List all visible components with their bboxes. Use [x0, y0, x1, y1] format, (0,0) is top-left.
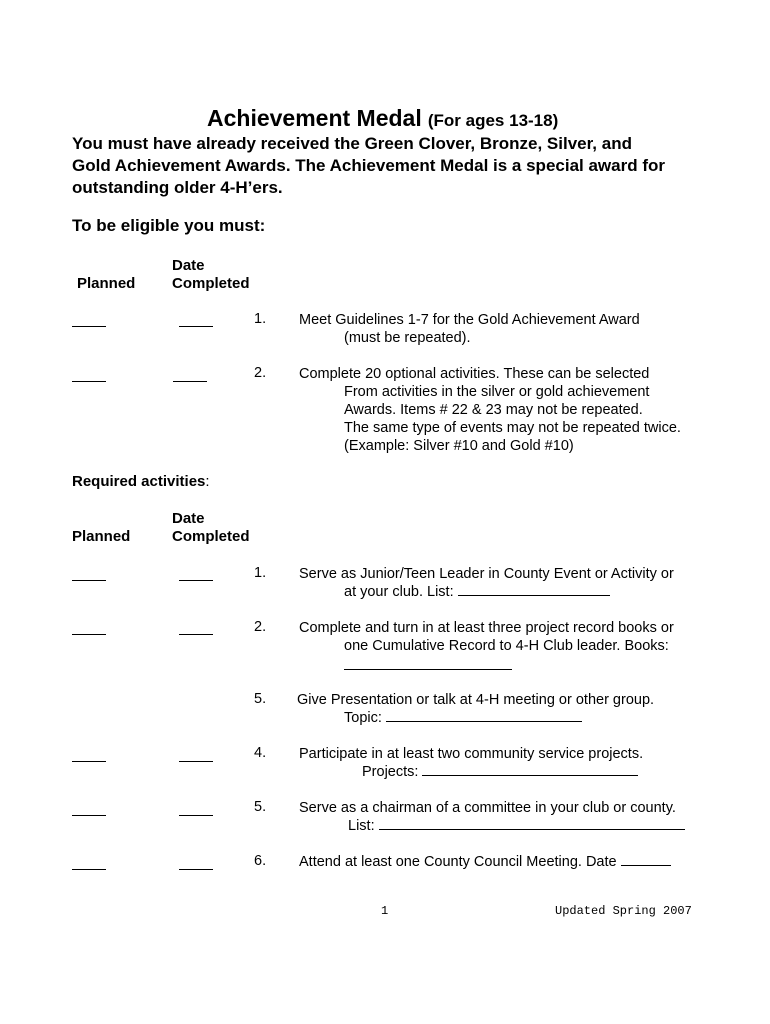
item-number: 1.	[254, 565, 267, 581]
item-text-label: Attend at least one County Council Meeting. Date	[299, 854, 617, 870]
page-number: 1	[381, 904, 389, 918]
item-text: Awards. Items # 22 & 23 may not be repeated.	[344, 402, 643, 418]
planned-header: Planned	[72, 528, 131, 545]
intro-line: You must have already received the Green Clover, Bronze, Silver, and	[72, 134, 632, 153]
item-text	[362, 763, 638, 781]
planned-blank[interactable]	[72, 381, 106, 382]
item-number: 6.	[254, 853, 267, 869]
item-text: Complete 20 optional activities. These can be selected	[299, 366, 650, 382]
completed-header: Completed	[172, 275, 250, 292]
item-text	[348, 817, 685, 835]
date-header: Date	[172, 257, 205, 274]
projects-blank[interactable]	[422, 763, 638, 776]
topic-blank[interactable]	[386, 709, 582, 722]
title-age-range: (For ages 13-18)	[427, 111, 559, 130]
item-text-label: Projects:	[362, 764, 419, 780]
planned-blank[interactable]	[72, 869, 106, 870]
item-text: The same type of events may not be repeated twice.	[344, 420, 681, 436]
intro-line: Gold Achievement Awards. The Achievement Medal is a special award for	[72, 156, 665, 175]
item-text: (Example: Silver #10 and Gold #10)	[344, 438, 574, 454]
page-title	[207, 105, 558, 132]
item-text: Serve as Junior/Teen Leader in County Event or Activity or	[299, 566, 674, 582]
item-number: 2.	[254, 619, 267, 635]
title-main: Achievement Medal	[207, 105, 422, 131]
item-text: From activities in the silver or gold achievement	[344, 384, 650, 400]
completed-blank[interactable]	[179, 580, 213, 581]
completed-blank[interactable]	[179, 815, 213, 816]
planned-blank[interactable]	[72, 815, 106, 816]
item-text: Give Presentation or talk at 4-H meeting or other group.	[297, 692, 655, 708]
planned-header: Planned	[77, 275, 136, 292]
intro-paragraph	[72, 133, 722, 199]
item-text: (must be repeated).	[344, 330, 471, 346]
item-number: 5.	[254, 799, 267, 815]
item-text-label: at your club. List:	[344, 584, 454, 600]
item-number: 2.	[254, 365, 267, 381]
completed-blank[interactable]	[179, 869, 213, 870]
required-heading	[72, 473, 210, 490]
item-text: Participate in at least two community service projects.	[299, 746, 644, 762]
item-number: 5.	[254, 691, 267, 707]
planned-blank[interactable]	[72, 761, 106, 762]
item-text-label: Topic:	[344, 710, 382, 726]
item-text: Meet Guidelines 1-7 for the Gold Achievement Award	[299, 312, 640, 328]
completed-blank[interactable]	[173, 381, 207, 382]
books-blank[interactable]	[344, 669, 512, 670]
item-text	[299, 853, 671, 871]
item-text: Complete and turn in at least three project record books or	[299, 620, 674, 636]
item-text: one Cumulative Record to 4-H Club leader. Books:	[344, 638, 669, 654]
item-text-label: List:	[348, 818, 375, 834]
completed-blank[interactable]	[179, 326, 213, 327]
item-text: Serve as a chairman of a committee in your club or county.	[299, 800, 676, 816]
item-text	[344, 583, 610, 601]
list-blank[interactable]	[379, 817, 685, 830]
completed-header: Completed	[172, 528, 250, 545]
updated-note: Updated Spring 2007	[555, 904, 692, 918]
eligibility-heading: To be eligible you must:	[72, 216, 266, 235]
planned-blank[interactable]	[72, 580, 106, 581]
item-text	[344, 709, 582, 727]
date-header: Date	[172, 510, 205, 527]
item-number: 4.	[254, 745, 267, 761]
date-blank[interactable]	[621, 853, 671, 866]
completed-blank[interactable]	[179, 634, 213, 635]
required-label: Required activities	[72, 473, 206, 490]
planned-blank[interactable]	[72, 326, 106, 327]
list-blank[interactable]	[458, 583, 610, 596]
completed-blank[interactable]	[179, 761, 213, 762]
planned-blank[interactable]	[72, 634, 106, 635]
intro-line: outstanding older 4-H’ers.	[72, 178, 283, 197]
item-number: 1.	[254, 311, 267, 327]
required-colon: :	[205, 473, 210, 490]
